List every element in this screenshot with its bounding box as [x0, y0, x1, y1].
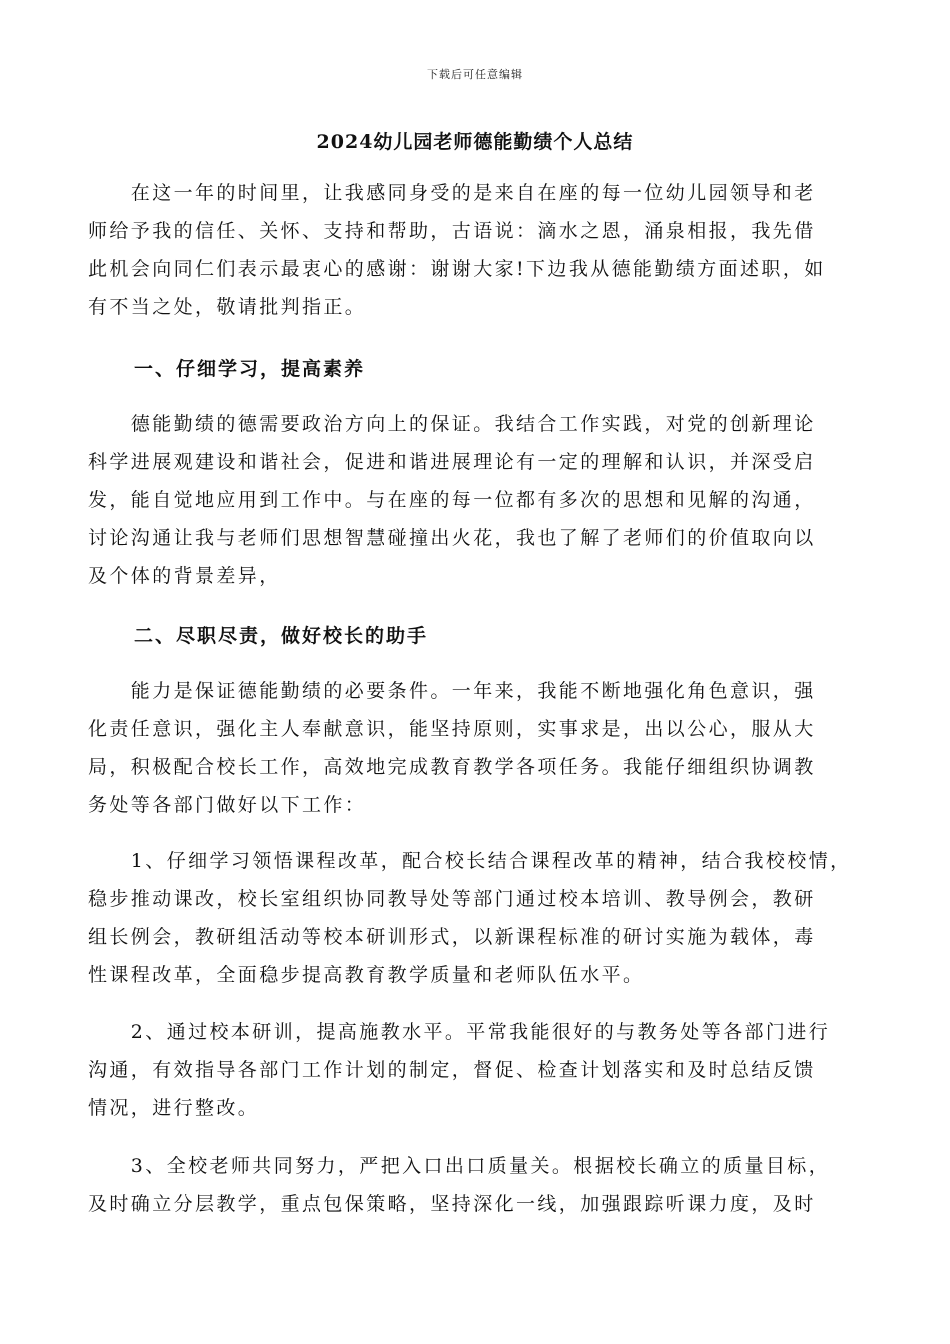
text-line: 发，能自觉地应用到工作中。与在座的每一位都有多次的思想和见解的沟通，	[88, 489, 816, 511]
text-line: 有不当之处，敬请批判指正。	[88, 296, 367, 318]
list-item-3	[88, 1147, 858, 1223]
text-line: 此机会向同仁们表示最衷心的感谢：谢谢大家!下边我从德能勤绩方面述职，如	[88, 258, 826, 280]
text-line: 德能勤绩的德需要政治方向上的保证。我结合工作实践，对党的创新理论	[88, 413, 816, 435]
text-line: 2、通过校本研训，提高施教水平。平常我能很好的与教务处等各部门进行	[88, 1021, 831, 1043]
section2-paragraph	[88, 672, 858, 824]
text-line: 及时确立分层教学，重点包保策略，坚持深化一线，加强跟踪听课力度，及时	[88, 1193, 816, 1215]
section1-paragraph	[88, 405, 858, 595]
intro-paragraph	[88, 174, 858, 326]
text-line: 讨论沟通让我与老师们思想智慧碰撞出火花，我也了解了老师们的价值取向以	[88, 527, 816, 549]
text-line: 3、全校老师共同努力，严把入口出口质量关。根据校长确立的质量目标，	[88, 1155, 831, 1177]
text-line: 及个体的背景差异，	[88, 565, 281, 587]
text-line: 务处等各部门做好以下工作：	[88, 794, 367, 816]
text-line: 沟通，有效指导各部门工作计划的制定，督促、检查计划落实和及时总结反馈	[88, 1059, 816, 1081]
text-line: 在这一年的时间里，让我感同身受的是来自在座的每一位幼儿园领导和老	[88, 182, 816, 204]
text-line: 组长例会，教研组活动等校本研训形式，以新课程标准的研讨实施为载体，毒	[88, 926, 816, 948]
text-line: 科学进展观建设和谐社会，促进和谐进展理论有一定的理解和认识，并深受启	[88, 451, 816, 473]
section-heading-1: 一、仔细学习，提高素养	[134, 358, 366, 380]
section-heading-2: 二、尽职尽责，做好校长的助手	[134, 625, 429, 647]
text-line: 局，积极配合校长工作，高效地完成教育教学各项任务。我能仔细组织协调教	[88, 756, 816, 778]
document-title: 2024幼儿园老师德能勤绩个人总结	[316, 131, 634, 153]
page-header: 下载后可任意编辑	[427, 68, 523, 81]
list-item-2	[88, 1013, 858, 1127]
list-item-1	[88, 842, 858, 994]
text-line: 化责任意识，强化主人奉献意识，能坚持原则，实事求是，出以公心，服从大	[88, 718, 816, 740]
text-line: 师给予我的信任、关怀、支持和帮助，古语说：滴水之恩，涌泉相报，我先借	[88, 220, 816, 242]
text-line: 能力是保证德能勤绩的必要条件。一年来，我能不断地强化角色意识，强	[88, 680, 816, 702]
text-line: 性课程改革，全面稳步提高教育教学质量和老师队伍水平。	[88, 964, 645, 986]
text-line: 稳步推动课改，校长室组织协同教导处等部门通过校本培训、教导例会，教研	[88, 888, 816, 910]
text-line: 1、仔细学习领悟课程改革，配合校长结合课程改革的精神，结合我校校情，	[88, 850, 852, 872]
text-line: 情况，进行整改。	[88, 1097, 260, 1119]
